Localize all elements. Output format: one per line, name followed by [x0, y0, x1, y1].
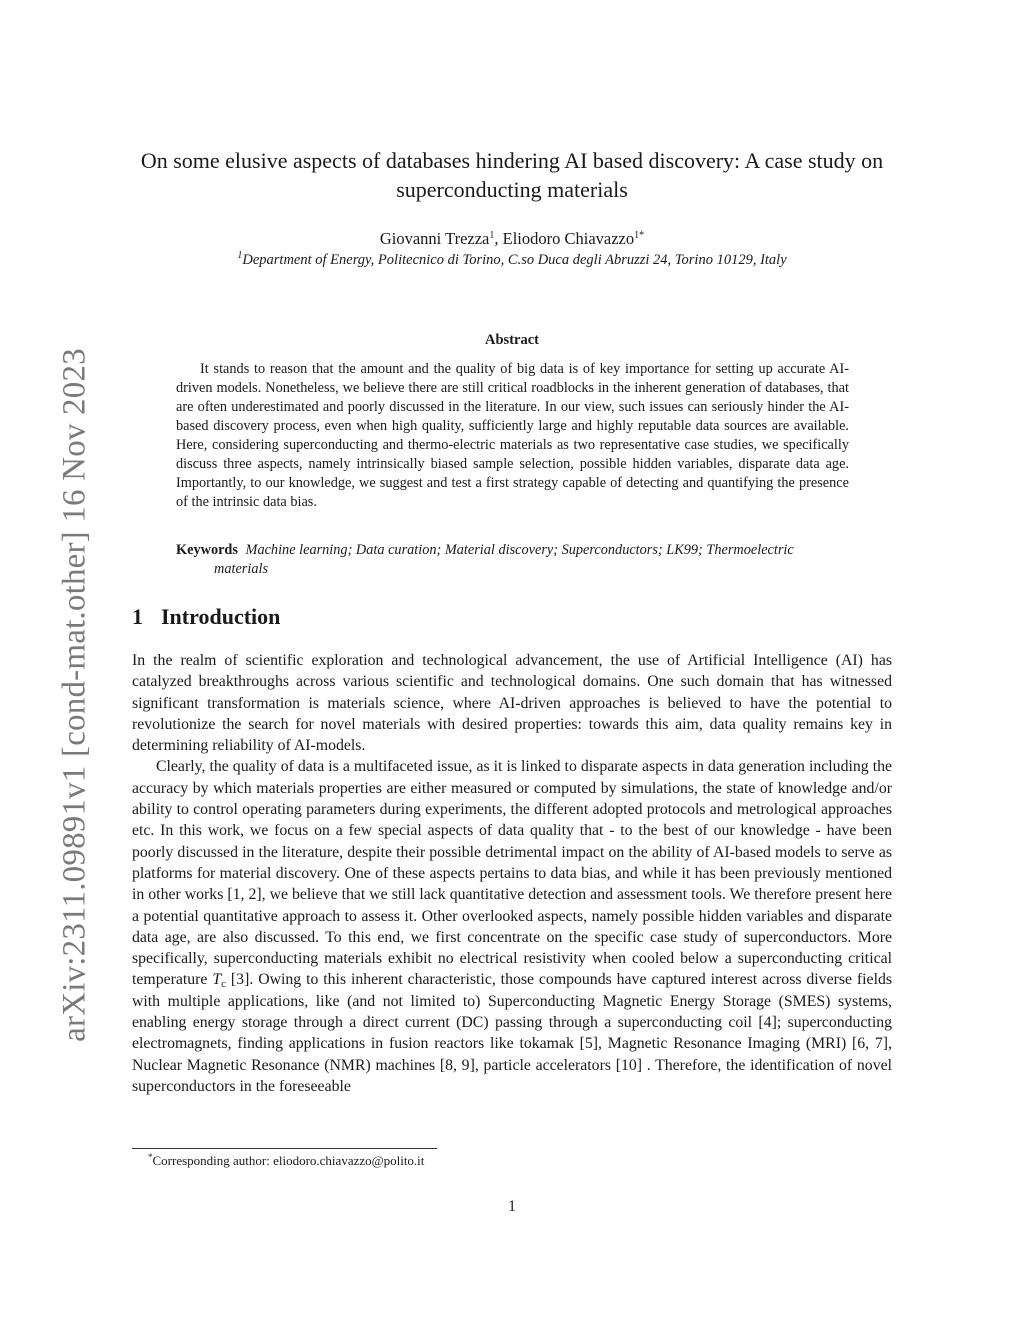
- paragraph-text: [3]. Owing to this inherent characteristic, those compounds have captured interest across diverse fields with multiple applications, like (and not limited to) Superconducting Magnetic Energy Storage (SMES) systems, enabling energy storage through a direct current (DC) passing through a superconducting coil [4]; superconducting electromagnets, finding applications in fusion reactors like tokamak [5], Magnetic Resonance Imaging (MRI) [6, 7], Nuclear Magnetic Resonance (NMR) machines [8, 9], particle accelerators [10] . Therefore, the identification of novel superconductors in the foreseeable: [132, 971, 893, 1095]
- section-number: 1: [132, 604, 143, 629]
- abstract-text: It stands to reason that the amount and the quality of big data is of key importance for setting up accurate AI-driven models. Nonetheless, we believe there are still critical roadblocks in the inherent generation of databases, that are often underestimated and poorly discussed in the literature. In our view, such issues can seriously hinder the AI-based discovery process, even when high quality, sufficiently large and highly reputable data sources are available. Here, considering superconducting and thermo-electric materials as two representative case studies, we specifically discuss three aspects, namely intrinsically biased sample selection, possible hidden variables, disparate data age. Importantly, to our knowledge, we suggest and test a first strategy capable of detecting and quantifying the presence of the intrinsic data bias.: [176, 361, 849, 510]
- author-list: [140, 229, 884, 249]
- section-title: Introduction: [161, 604, 281, 629]
- paper-title: On some elusive aspects of databases hindering AI based discovery: A case study on superconducting materials: [140, 148, 884, 202]
- author-name: Eliodoro Chiavazzo: [502, 229, 635, 248]
- page-number: 1: [508, 1198, 516, 1215]
- math-symbol: T: [212, 971, 222, 989]
- arxiv-identifier: arXiv:2311.09891v1 [cond-mat.other] 16 Nov 2023: [56, 348, 93, 1042]
- author-separator: ,: [494, 229, 503, 248]
- paragraph: In the realm of scientific exploration and technological advancement, the use of Artificial Intelligence (AI) has catalyzed breakthroughs across various scientific and technological domains. One such domain that has witnessed significant transformation is materials science, where AI-driven approaches is believed to have the potential to revolutionize the search for novel materials with desired properties: towards this aim, data quality remains key in determining reliability of AI-models.: [132, 652, 892, 755]
- affiliation-text: Department of Energy, Politecnico di Torino, C.so Duca degli Abruzzi 24, Torino 10129, Italy: [242, 252, 787, 268]
- author-name: Giovanni Trezza: [379, 229, 490, 248]
- math-subscript: c: [221, 978, 227, 991]
- paragraph: [132, 756, 892, 1097]
- footnote-text: Corresponding author: eliodoro.chiavazzo@polito.it: [152, 1153, 425, 1168]
- affiliation-mark: 1: [237, 250, 243, 261]
- affiliation-mark: 1*: [634, 230, 645, 241]
- affiliation-mark: 1: [489, 230, 495, 241]
- footnote: [148, 1153, 424, 1169]
- keywords-label: Keywords: [176, 542, 238, 558]
- keywords: [176, 541, 849, 579]
- section-heading: [132, 604, 280, 630]
- paragraph-text: Clearly, the quality of data is a multifaceted issue, as it is linked to disparate aspects in data generation including the accuracy by which materials properties are either measured or computed by simulations, the state of knowledge and/or ability to control operating parameters during experiments, the different adopted protocols and metrological approaches etc. In this work, we focus on a few special aspects of data quality that - to the best of our knowledge - have been poorly discussed in the literature, despite their possible detrimental impact on the ability of AI-based models to serve as platforms for material discovery. One of these aspects pertains to data bias, and while it has been previously mentioned in other works [1, 2], we believe that we still lack quantitative detection and assessment tools. We therefore present here a potential quantitative approach to assess it. Other overlooked aspects, namely possible hidden variables and disparate data age, are also discussed. To this end, we first concentrate on the specific case study of superconductors. More specifically, superconducting materials exhibit no electrical resistivity when cooled below a superconducting critical temperature: [132, 758, 892, 989]
- keywords-text: Machine learning; Data curation; Material discovery; Superconductors; LK99; Thermoelectric materials: [214, 542, 794, 577]
- footnote-rule: [132, 1148, 437, 1149]
- footnote-mark: *: [148, 1152, 153, 1162]
- section-body: [132, 650, 892, 1097]
- affiliation: [140, 252, 884, 269]
- abstract-heading: Abstract: [485, 332, 539, 348]
